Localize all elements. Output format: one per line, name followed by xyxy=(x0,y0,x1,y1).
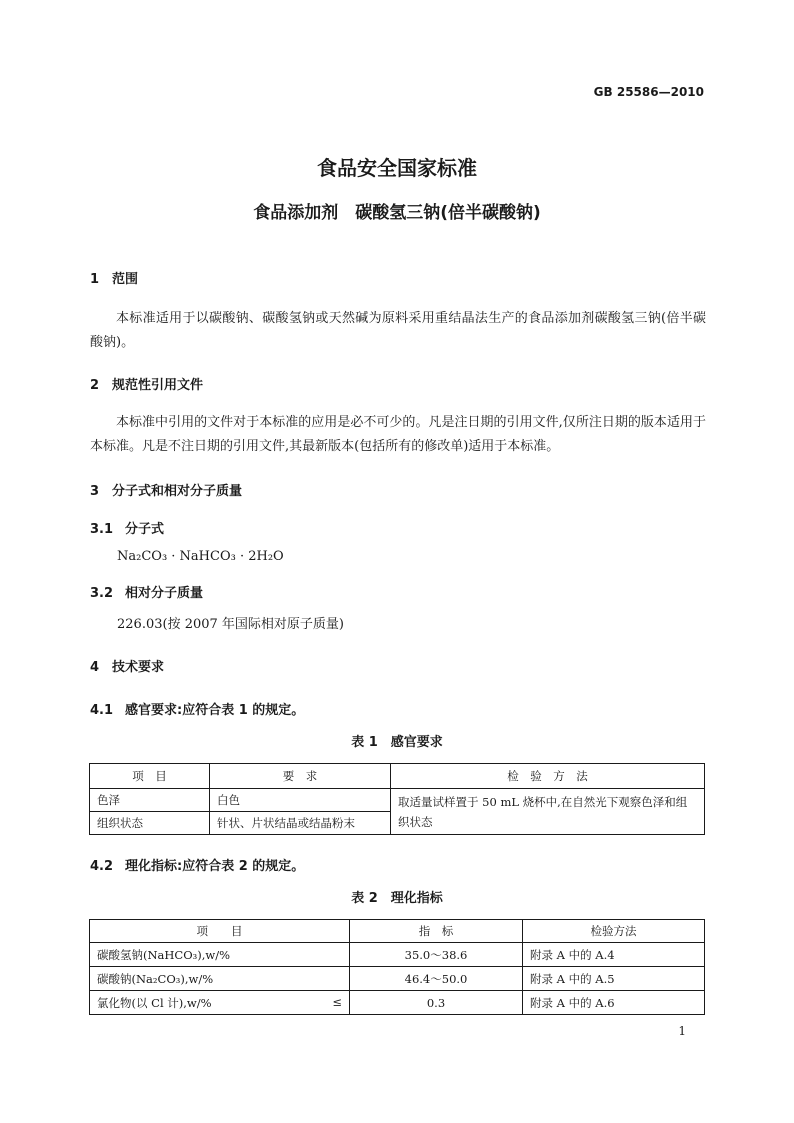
section-number: 3.1 xyxy=(90,522,114,537)
section-1-text: 本标准适用于以碳酸钠、碳酸氢钠或天然碱为原料采用重结晶法生产的食品添加剂碳酸氢三钠(倍半碳酸钠)。 xyxy=(90,311,706,350)
item-cell: 组织状态 xyxy=(90,812,210,835)
value-cell: 0.3 xyxy=(350,991,523,1015)
section-title: 分子式和相对分子质量 xyxy=(112,484,243,499)
item-cell: 色泽 xyxy=(90,789,210,812)
section-title: 分子式 xyxy=(125,522,165,537)
section-number: 3 xyxy=(90,484,100,499)
section-number: 4.2 xyxy=(90,859,114,874)
table-2-caption: 表 2 理化指标 xyxy=(351,891,443,906)
column-header: 要 求 xyxy=(210,764,391,789)
section-title: 理化指标:应符合表 2 的规定。 xyxy=(125,859,305,874)
section-4-1-heading xyxy=(90,699,304,718)
table-header-row xyxy=(90,920,705,943)
document-subtitle: 食品添加剂 碳酸氢三钠(倍半碳酸钠) xyxy=(253,203,541,223)
section-title: 规范性引用文件 xyxy=(112,378,204,393)
method-cell: 附录 A 中的 A.4 xyxy=(523,943,705,967)
section-title: 范围 xyxy=(112,272,139,287)
column-header: 指 标 xyxy=(350,920,523,943)
item-cell xyxy=(90,967,350,991)
section-number: 2 xyxy=(90,378,100,393)
requirement-cell: 白色 xyxy=(210,789,391,812)
page-number: 1 xyxy=(678,1024,686,1038)
table-row xyxy=(90,991,705,1015)
table-2-physicochemical xyxy=(89,919,705,1015)
table-row xyxy=(90,789,705,812)
section-2-heading xyxy=(90,374,203,393)
value-cell: 35.0～38.6 xyxy=(350,943,523,967)
section-3-heading xyxy=(90,480,242,499)
section-number: 1 xyxy=(90,272,100,287)
item-cell xyxy=(90,943,350,967)
table-1-caption: 表 1 感官要求 xyxy=(351,735,443,750)
table-row xyxy=(90,943,705,967)
column-header: 项 目 xyxy=(90,764,210,789)
table-row xyxy=(90,967,705,991)
section-3-1-heading xyxy=(90,518,164,537)
value-cell: 46.4～50.0 xyxy=(350,967,523,991)
section-title: 技术要求 xyxy=(112,660,165,675)
section-number: 4 xyxy=(90,660,100,675)
limit-sign: ≤ xyxy=(332,994,342,1009)
standard-code: GB 25586—2010 xyxy=(593,85,704,99)
column-header: 项 目 xyxy=(90,920,350,943)
molecular-formula: Na₂CO₃ · NaHCO₃ · 2H₂O xyxy=(117,549,284,564)
method-cell: 附录 A 中的 A.6 xyxy=(523,991,705,1015)
item-label: 碳酸氢钠(NaHCO₃),w/% xyxy=(97,947,231,962)
table-1-sensory xyxy=(89,763,705,835)
item-cell xyxy=(90,991,350,1015)
method-cell: 附录 A 中的 A.5 xyxy=(523,967,705,991)
section-title: 感官要求:应符合表 1 的规定。 xyxy=(125,703,305,718)
section-number: 3.2 xyxy=(90,586,114,601)
section-2-text: 本标准中引用的文件对于本标准的应用是必不可少的。凡是注日期的引用文件,仅所注日期的版本适用于本标准。凡是不注日期的引用文件,其最新版本(包括所有的修改单)适用于本标准。 xyxy=(90,415,706,454)
item-label: 氯化物(以 Cl 计),w/% xyxy=(97,995,212,1010)
section-4-2-heading xyxy=(90,855,304,874)
requirement-cell: 针状、片状结晶或结晶粉末 xyxy=(210,812,391,835)
section-3-2-heading xyxy=(90,582,203,601)
section-4-heading xyxy=(90,656,164,675)
table-header-row xyxy=(90,764,705,789)
section-title: 相对分子质量 xyxy=(125,586,204,601)
item-label: 碳酸钠(Na₂CO₃),w/% xyxy=(97,971,214,986)
column-header: 检验方法 xyxy=(523,920,705,943)
method-cell: 取适量试样置于 50 mL 烧杯中,在自然光下观察色泽和组织状态 xyxy=(391,789,705,835)
column-header: 检 验 方 法 xyxy=(391,764,705,789)
document-title: 食品安全国家标准 xyxy=(317,156,477,180)
section-1-heading xyxy=(90,268,138,287)
section-number: 4.1 xyxy=(90,703,114,718)
molecular-mass: 226.03(按 2007 年国际相对原子质量) xyxy=(117,617,344,632)
